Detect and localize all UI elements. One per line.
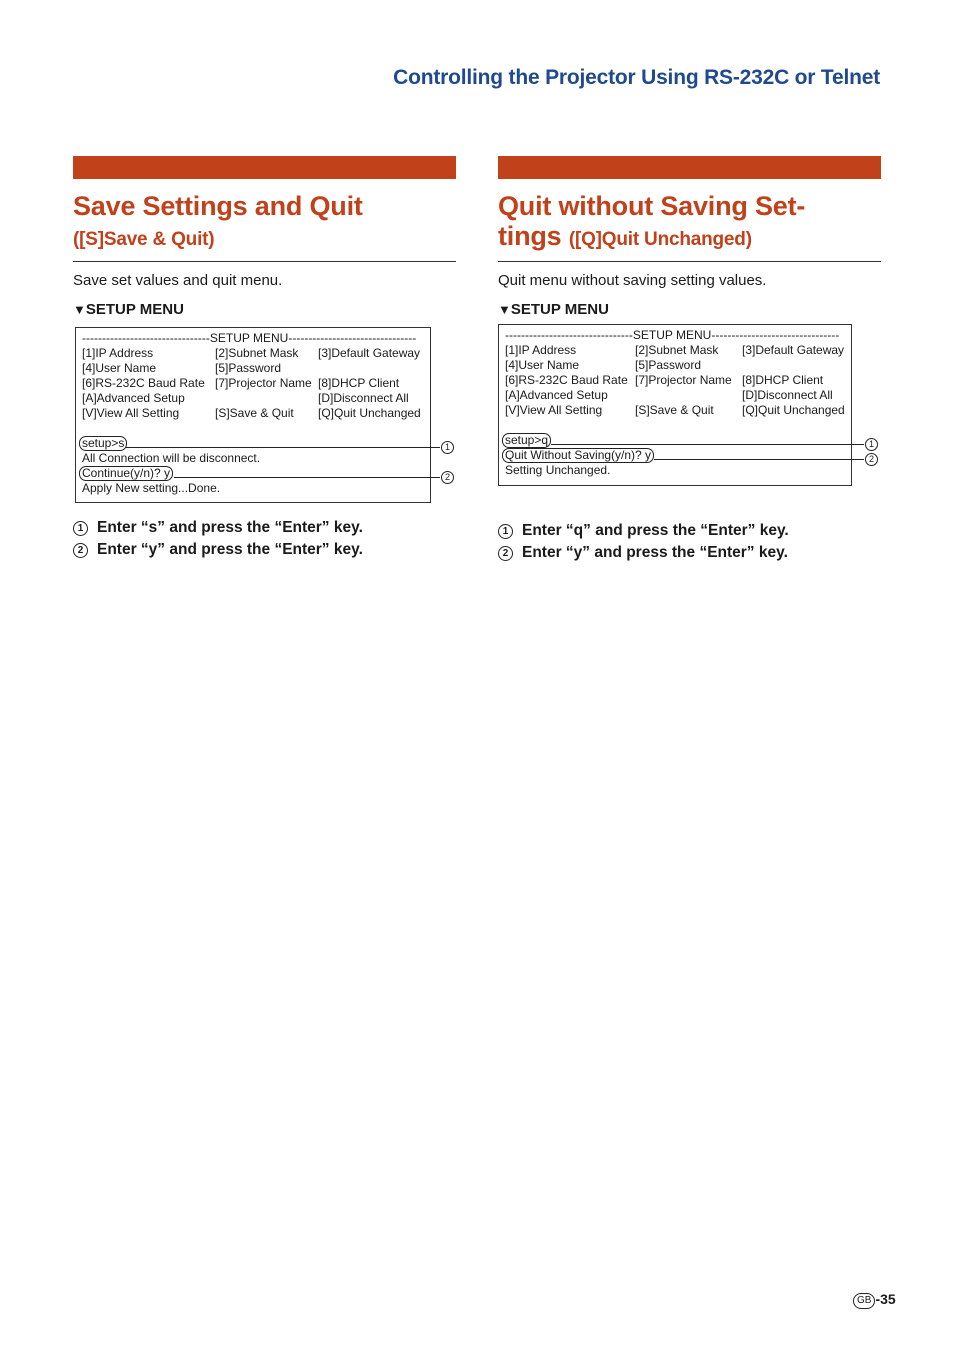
section-color-bar bbox=[498, 156, 881, 179]
page-header-title: Controlling the Projector Using RS-232C or Telnet bbox=[393, 66, 880, 89]
terminal-cell: [Q]Quit Unchanged bbox=[742, 403, 845, 417]
steps-list bbox=[498, 522, 881, 562]
callout-number-2: 2 bbox=[865, 453, 878, 466]
terminal-prompt-1: setup>s bbox=[79, 436, 127, 451]
terminal-cell: [2]Subnet Mask bbox=[635, 343, 719, 357]
callout-number-1: 1 bbox=[865, 438, 878, 451]
terminal-cell: [6]RS-232C Baud Rate bbox=[505, 373, 628, 387]
terminal-cell: [5]Password bbox=[635, 358, 702, 372]
section-color-bar bbox=[73, 156, 456, 179]
callout-line-2 bbox=[654, 459, 864, 460]
page-number bbox=[853, 1291, 896, 1309]
terminal-cell: [3]Default Gateway bbox=[742, 343, 845, 357]
terminal-header: --------------------------------SETUP MENU-------------------------------- bbox=[505, 328, 840, 342]
triangle-down-icon: ▼ bbox=[73, 302, 86, 317]
terminal-cell: [A]Advanced Setup bbox=[505, 388, 608, 402]
setup-menu-label bbox=[498, 301, 881, 318]
step-number: 1 bbox=[498, 524, 513, 539]
setup-menu-label-text: SETUP MENU bbox=[85, 301, 184, 318]
terminal-window bbox=[75, 327, 450, 503]
terminal-header: --------------------------------SETUP MENU-------------------------------- bbox=[82, 331, 417, 345]
terminal-cell: [6]RS-232C Baud Rate bbox=[82, 376, 205, 390]
step-number: 2 bbox=[73, 543, 88, 558]
terminal-cell: [2]Subnet Mask bbox=[215, 346, 299, 360]
terminal-message-1: All Connection will be disconnect. bbox=[82, 451, 261, 465]
section-description: Save set values and quit menu. bbox=[73, 272, 283, 289]
terminal-cell: [S]Save & Quit bbox=[215, 406, 294, 420]
section-rule bbox=[498, 261, 881, 262]
terminal-cell: [8]DHCP Client bbox=[742, 373, 824, 387]
callout-line-1 bbox=[126, 447, 440, 448]
section-title-sub: ([Q]Quit Unchanged) bbox=[568, 229, 752, 250]
terminal-prompt-2: Quit Without Saving(y/n)? y bbox=[502, 448, 654, 463]
step-number: 1 bbox=[73, 521, 88, 536]
terminal-cell bbox=[635, 388, 742, 403]
section-title-main-line1: Quit without Saving Set- bbox=[498, 191, 806, 221]
terminal-cell bbox=[215, 391, 318, 406]
terminal-cell: [5]Password bbox=[215, 361, 282, 375]
region-badge: GB bbox=[853, 1293, 875, 1309]
terminal-cell: [7]Projector Name bbox=[215, 376, 312, 390]
terminal-menu-grid bbox=[82, 346, 425, 421]
terminal-cell: [1]IP Address bbox=[82, 346, 154, 360]
step-text: Enter “s” and press the “Enter” key. bbox=[97, 519, 363, 536]
section-title-main-line2: tings bbox=[498, 221, 562, 251]
callout-line-2 bbox=[174, 477, 440, 478]
setup-menu-label bbox=[73, 301, 456, 318]
section-title bbox=[73, 191, 456, 255]
list-item bbox=[498, 544, 881, 562]
terminal-cell: [8]DHCP Client bbox=[318, 376, 400, 390]
callout-number-2: 2 bbox=[441, 471, 454, 484]
list-item bbox=[73, 519, 456, 537]
terminal-cell: [S]Save & Quit bbox=[635, 403, 714, 417]
section-save-settings bbox=[73, 156, 456, 563]
section-title bbox=[498, 191, 881, 255]
terminal-window bbox=[498, 324, 874, 486]
callout-number-1: 1 bbox=[441, 441, 454, 454]
section-description: Quit menu without saving setting values. bbox=[498, 272, 767, 289]
terminal-prompt-1: setup>q bbox=[502, 433, 551, 448]
step-text: Enter “y” and press the “Enter” key. bbox=[97, 541, 363, 558]
step-text: Enter “y” and press the “Enter” key. bbox=[522, 544, 788, 561]
terminal-cell: [V]View All Setting bbox=[82, 406, 180, 420]
terminal-cell: [1]IP Address bbox=[505, 343, 577, 357]
step-text: Enter “q” and press the “Enter” key. bbox=[522, 522, 789, 539]
page-number-text: -35 bbox=[875, 1291, 896, 1307]
terminal-cell: [A]Advanced Setup bbox=[82, 391, 185, 405]
terminal-cell: [3]Default Gateway bbox=[318, 346, 421, 360]
terminal-cell: [4]User Name bbox=[82, 361, 157, 375]
terminal-cell: [D]Disconnect All bbox=[742, 388, 833, 402]
terminal-prompt-2: Continue(y/n)? y bbox=[79, 466, 173, 481]
terminal-cell: [V]View All Setting bbox=[505, 403, 603, 417]
terminal-message-2: Setting Unchanged. bbox=[505, 463, 611, 477]
terminal-cell: [4]User Name bbox=[505, 358, 580, 372]
terminal-cell bbox=[318, 361, 425, 376]
triangle-down-icon: ▼ bbox=[498, 302, 511, 317]
list-item bbox=[73, 541, 456, 559]
terminal-cell: [Q]Quit Unchanged bbox=[318, 406, 421, 420]
terminal-message-2: Apply New setting...Done. bbox=[82, 481, 221, 495]
terminal-cell bbox=[742, 358, 846, 373]
steps-list bbox=[73, 519, 456, 559]
section-title-main: Save Settings and Quit bbox=[73, 191, 363, 221]
terminal-cell: [7]Projector Name bbox=[635, 373, 732, 387]
terminal-cell: [D]Disconnect All bbox=[318, 391, 409, 405]
callout-line-1 bbox=[551, 444, 864, 445]
terminal-menu-grid bbox=[505, 343, 846, 418]
step-number: 2 bbox=[498, 546, 513, 561]
section-title-sub: ([S]Save & Quit) bbox=[73, 229, 215, 250]
setup-menu-label-text: SETUP MENU bbox=[510, 301, 609, 318]
section-rule bbox=[73, 261, 456, 262]
list-item bbox=[498, 522, 881, 540]
section-quit-without-saving bbox=[498, 156, 881, 566]
